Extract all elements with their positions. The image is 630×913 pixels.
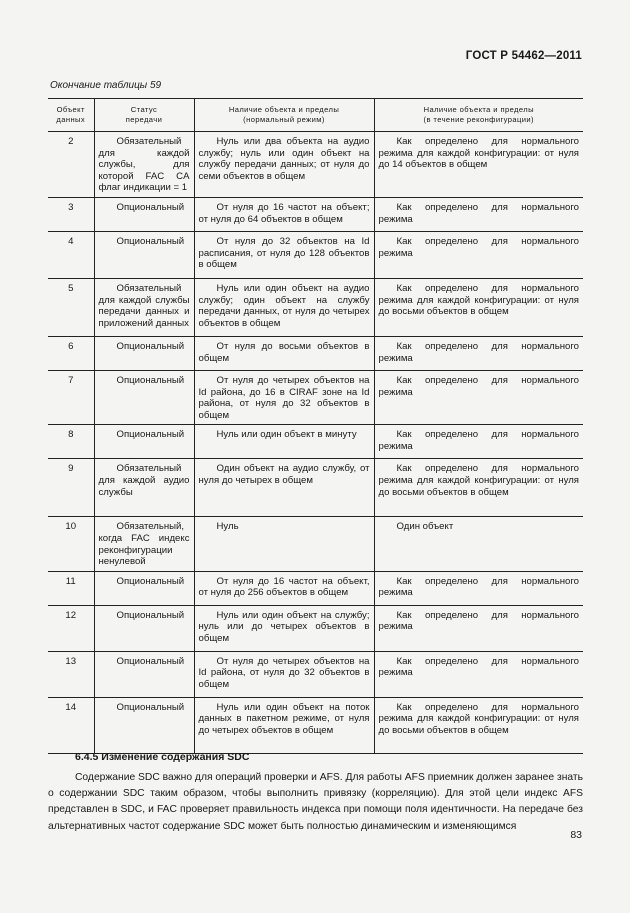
normal-mode-cell: От нуля до 16 частот на объект, от нуля до 256 объектов в общем: [194, 571, 374, 605]
reconfiguration-cell: Как определено для нормального режима: [374, 571, 583, 605]
status-cell: Обязательный для каждой службы передачи данных и приложений данных: [94, 278, 194, 336]
normal-mode-cell: Нуль: [194, 517, 374, 571]
table-row: [48, 425, 583, 459]
status-cell: Обязательный, когда FAC индекс реконфигурации ненулевой: [94, 517, 194, 571]
status-cell: Опциональный: [94, 651, 194, 697]
status-cell: Опциональный: [94, 231, 194, 278]
object-number-cell: 6: [48, 336, 94, 370]
status-cell: Обязательный для каждой аудио службы: [94, 459, 194, 517]
object-number-cell: 9: [48, 459, 94, 517]
status-cell: Опциональный: [94, 605, 194, 651]
table-row: [48, 231, 583, 278]
table-caption: Окончание таблицы 59: [50, 80, 162, 91]
body-text: [48, 770, 583, 835]
object-number-cell: 4: [48, 231, 94, 278]
table-row: [48, 651, 583, 697]
normal-mode-cell: Нуль или один объект на службу; нуль или до четырех объектов в общем: [194, 605, 374, 651]
status-cell: Опциональный: [94, 197, 194, 231]
table-row: [48, 605, 583, 651]
status-cell: Опциональный: [94, 370, 194, 424]
header-normal-mode: Наличие объекта и пределы (нормальный режим): [194, 99, 374, 132]
reconfiguration-cell: Как определено для нормального режима: [374, 231, 583, 278]
table-row: [48, 132, 583, 198]
object-number-cell: 5: [48, 278, 94, 336]
table-row: [48, 571, 583, 605]
normal-mode-cell: От нуля до восьми объектов в общем: [194, 336, 374, 370]
reconfiguration-cell: Как определено для нормального режима: [374, 605, 583, 651]
object-number-cell: 13: [48, 651, 94, 697]
normal-mode-cell: От нуля до 16 частот на объект; от нуля до 64 объектов в общем: [194, 197, 374, 231]
status-cell: Обязательный для каждой службы, для которой FAC CA флаг индикации = 1: [94, 132, 194, 198]
table-row: [48, 336, 583, 370]
reconfiguration-cell: Как определено для нормального режима: [374, 651, 583, 697]
normal-mode-cell: Один объект на аудио службу, от нуля до четырех в общем: [194, 459, 374, 517]
normal-mode-cell: Нуль или один объект в минуту: [194, 425, 374, 459]
reconfiguration-cell: Как определено для нормального режима для каждой конфигурации: от нуля до восьми объектов в общем: [374, 278, 583, 336]
table-body: [48, 132, 583, 754]
reconfiguration-cell: Как определено для нормального режима: [374, 197, 583, 231]
normal-mode-cell: От нуля до четырех объектов на Id района, от нуля до 32 объектов в общем: [194, 651, 374, 697]
object-number-cell: 3: [48, 197, 94, 231]
status-cell: Опциональный: [94, 697, 194, 753]
status-cell: Опциональный: [94, 336, 194, 370]
object-number-cell: 12: [48, 605, 94, 651]
object-number-cell: 14: [48, 697, 94, 753]
object-number-cell: 10: [48, 517, 94, 571]
reconfiguration-cell: Как определено для нормального режима: [374, 370, 583, 424]
objects-table: [48, 98, 583, 754]
normal-mode-cell: Нуль или два объекта на аудио службу; нуль или один объект на службу передачи данных; от нуля до семи объектов в общем: [194, 132, 374, 198]
table-row: [48, 697, 583, 753]
section-title: 6.4.5 Изменение содержания SDC: [75, 751, 250, 763]
status-cell: Опциональный: [94, 571, 194, 605]
header-object: Объект данных: [48, 99, 94, 132]
header-reconfiguration: Наличие объекта и пределы (в течение реконфигурации): [374, 99, 583, 132]
object-number-cell: 11: [48, 571, 94, 605]
page-number: 83: [570, 829, 582, 841]
status-cell: Опциональный: [94, 425, 194, 459]
table-row: [48, 278, 583, 336]
object-number-cell: 7: [48, 370, 94, 424]
reconfiguration-cell: Как определено для нормального режима для каждой конфигурации: от нуля до восьми объектов в общем: [374, 459, 583, 517]
standard-header: ГОСТ Р 54462—2011: [465, 50, 582, 62]
object-number-cell: 2: [48, 132, 94, 198]
reconfiguration-cell: Один объект: [374, 517, 583, 571]
reconfiguration-cell: Как определено для нормального режима: [374, 336, 583, 370]
reconfiguration-cell: Как определено для нормального режима для каждой конфигурации: от нуля до восьми объектов в общем: [374, 697, 583, 753]
table-row: [48, 370, 583, 424]
header-status: Статус передачи: [94, 99, 194, 132]
reconfiguration-cell: Как определено для нормального режима для каждой конфигурации: от нуля до 14 объектов в общем: [374, 132, 583, 198]
normal-mode-cell: Нуль или один объект на аудио службу; один объект на службу передачи данных, от нуля до четырех объектов в общем: [194, 278, 374, 336]
normal-mode-cell: От нуля до 32 объектов на Id расписания, от нуля до 128 объектов в общем: [194, 231, 374, 278]
normal-mode-cell: Нуль или один объект на поток данных в пакетном режиме, от нуля до четырех объектов в общем: [194, 697, 374, 753]
table-row: [48, 197, 583, 231]
paragraph: Содержание SDC важно для операций проверки и AFS. Для работы AFS приемник должен заранее знать о содержании SDC таким образом, чтобы выполнить привязку (корреляцию). Для этой цели индекс AFS представлен в SDC, и FAC проверяет правильность индекса при помощи поля идентичности. На передаче без альтернативных частот содержание SDC может быть полностью динамическим и изменяющимся: [48, 772, 583, 832]
normal-mode-cell: От нуля до четырех объектов на Id района, до 16 в CIRAF зоне на Id района, от нуля до 32 объектов в общем: [194, 370, 374, 424]
table-row: [48, 517, 583, 571]
reconfiguration-cell: Как определено для нормального режима: [374, 425, 583, 459]
table-header-row: [48, 99, 583, 132]
table-row: [48, 459, 583, 517]
object-number-cell: 8: [48, 425, 94, 459]
